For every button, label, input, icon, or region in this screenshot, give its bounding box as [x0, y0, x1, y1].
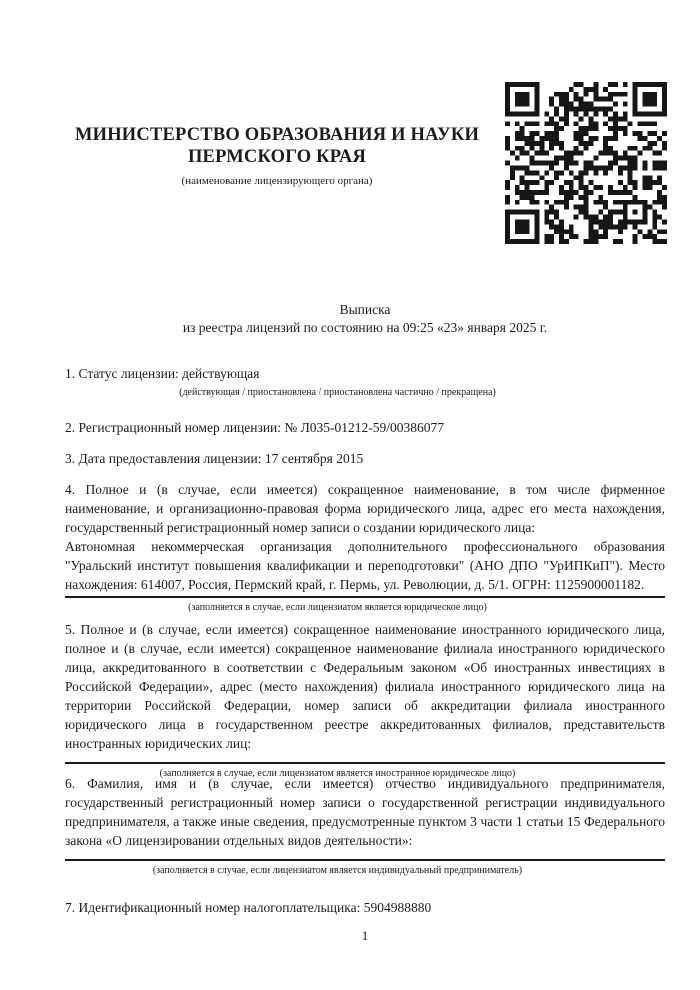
qr-code-svg [505, 82, 667, 244]
item-legal-entity-note: (заполняется в случае, если лицензиатом является юридическое лицо) [188, 602, 487, 613]
item-individual-entrepreneur-question: 6. Фамилия, имя и (в случае, если имеется) отчество индивидуального предпринимателя, государственный регистрационный номер записи о государственной регистрации индивидуального предпринимателя, а также иные сведения, предусмотренные пунктом 3 части 1 статьи 15 Федерального закона «О лицензировании отдельных видов деятельности»: [65, 776, 665, 848]
item-legal-entity-question: 4. Полное и (в случае, если имеется) сокращенное наименование, в том числе фирменное наименование, и организационно-правовая форма юридического лица, адрес его места нахождения, государственный регистрационный номер записи о создании юридического лица: [65, 482, 665, 535]
issuer-header [65, 124, 489, 188]
item-legal-entity-underline [65, 596, 665, 598]
item-foreign-entity-blank-field [65, 762, 665, 764]
issuer-note: (наименование лицензирующего органа) [181, 175, 373, 187]
issuer-name-line1: МИНИСТЕРСТВО ОБРАЗОВАНИЯ И НАУКИ [74, 125, 480, 145]
item-foreign-entity-note: (заполняется в случае, если лицензиатом является иностранное юридическое лицо) [159, 768, 516, 779]
item-license-status [65, 364, 665, 399]
item-foreign-entity-question: 5. Полное и (в случае, если имеется) сокращенное наименование иностранного юридического лица, полное и (в случае, если имеется) сокращенное наименование филиала иностранного юридического лица, аккредитованного в соответствии с Федеральным законом «Об иностранных инвестициях в Российской Федерации», адрес (место нахождения) филиала иностранного юридического лица на территории Российской Федерации, номер записи об аккредитации филиала иностранного юридического лица в государственном реестре аккредитованных филиалов, представительств иностранных юридических лиц: [65, 622, 665, 751]
document-title-line1: Выписка [339, 302, 391, 317]
item-individual-entrepreneur-blank-field [65, 859, 665, 861]
page-number: 1 [361, 928, 369, 943]
item-registration-number [65, 418, 665, 437]
issuer-name-line2: ПЕРМСКОГО КРАЯ [187, 147, 367, 167]
item-individual-entrepreneur [65, 774, 665, 877]
item-license-status-note: (действующая / приостановлена / приостановлена частично / прекращена) [179, 387, 496, 398]
issuer-name [65, 124, 489, 168]
item-foreign-entity [65, 620, 665, 780]
document-title [65, 301, 665, 337]
item-grant-date [65, 449, 665, 468]
item-registration-number-text: 2. Регистрационный номер лицензии: № Л035-01212-59/00386077 [65, 420, 445, 435]
item-grant-date-text: 3. Дата предоставления лицензии: 17 сентября 2015 [65, 451, 364, 466]
document-title-line2: из реестра лицензий по состоянию на 09:25 «23» января 2025 г. [182, 320, 548, 335]
item-taxpayer-number [65, 898, 665, 917]
item-legal-entity-answer: Автономная некоммерческая организация дополнительного профессионального образования "Уральский институт повышения квалификации и переподготовки" (АНО ДПО "УрИПКиП"). Место нахождения: 614007, Россия, Пермский край, г. Пермь, ул. Революции, д. 5/1. ОГРН: 1125900001182. [65, 539, 665, 592]
item-taxpayer-number-text: 7. Идентификационный номер налогоплательщика: 5904988880 [65, 900, 432, 915]
item-legal-entity [65, 480, 665, 614]
qr-code [505, 82, 667, 244]
item-license-status-text: 1. Статус лицензии: действующая [65, 366, 260, 381]
item-individual-entrepreneur-note: (заполняется в случае, если лицензиатом является индивидуальный предприниматель) [152, 865, 523, 876]
